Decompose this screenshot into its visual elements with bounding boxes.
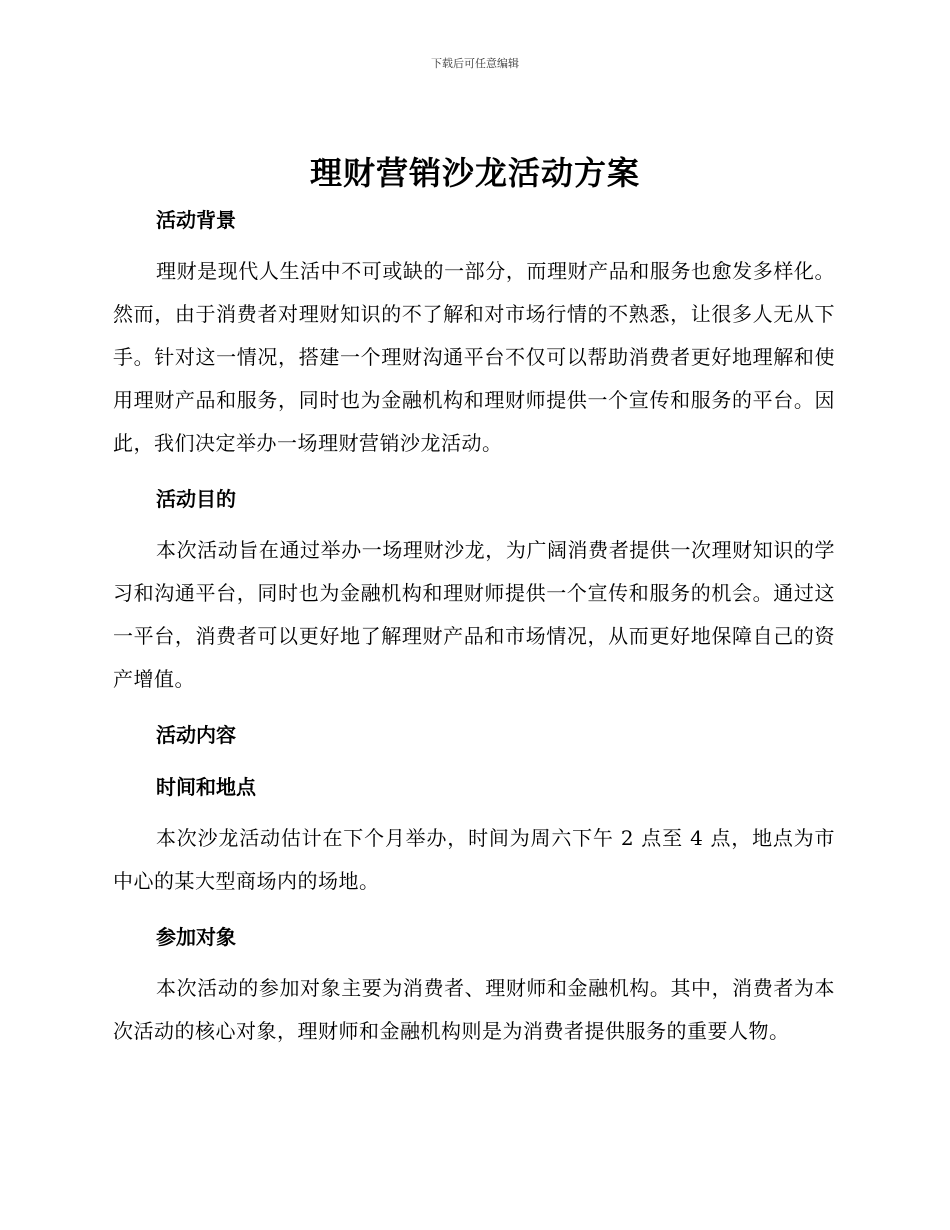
section-heading-time-place: 时间和地点 bbox=[156, 775, 256, 799]
section-heading-purpose: 活动目的 bbox=[156, 487, 236, 511]
document-body bbox=[113, 200, 835, 1053]
header-note: 下载后可任意编辑 bbox=[431, 57, 519, 70]
section-heading-participants: 参加对象 bbox=[156, 925, 236, 949]
section-paragraph-background: 理财是现代人生活中不可或缺的一部分，而理财产品和服务也愈发多样化。然而，由于消费者对理财知识的不了解和对市场行情的不熟悉，让很多人无从下手。针对这一情况，搭建一个理财沟通平台不仅可以帮助消费者更好地理解和使用理财产品和服务，同时也为金融机构和理财师提供一个宣传和服务的平台。因此，我们决定举办一场理财营销沙龙活动。 bbox=[113, 259, 835, 455]
document-title: 理财营销沙龙活动方案 bbox=[309, 154, 640, 192]
section-paragraph-time-place: 本次沙龙活动估计在下个月举办，时间为周六下午 2 点至 4 点，地点为市中心的某大型商场内的场地。 bbox=[113, 826, 835, 893]
section-paragraph-participants: 本次活动的参加对象主要为消费者、理财师和金融机构。其中，消费者为本次活动的核心对象，理财师和金融机构则是为消费者提供服务的重要人物。 bbox=[113, 976, 835, 1043]
section-heading-content: 活动内容 bbox=[156, 723, 236, 747]
section-heading-background: 活动背景 bbox=[156, 208, 236, 232]
section-paragraph-purpose: 本次活动旨在通过举办一场理财沙龙，为广阔消费者提供一次理财知识的学习和沟通平台，同时也为金融机构和理财师提供一个宣传和服务的机会。通过这一平台，消费者可以更好地了解理财产品和市场情况，从而更好地保障自己的资产增值。 bbox=[113, 538, 835, 691]
